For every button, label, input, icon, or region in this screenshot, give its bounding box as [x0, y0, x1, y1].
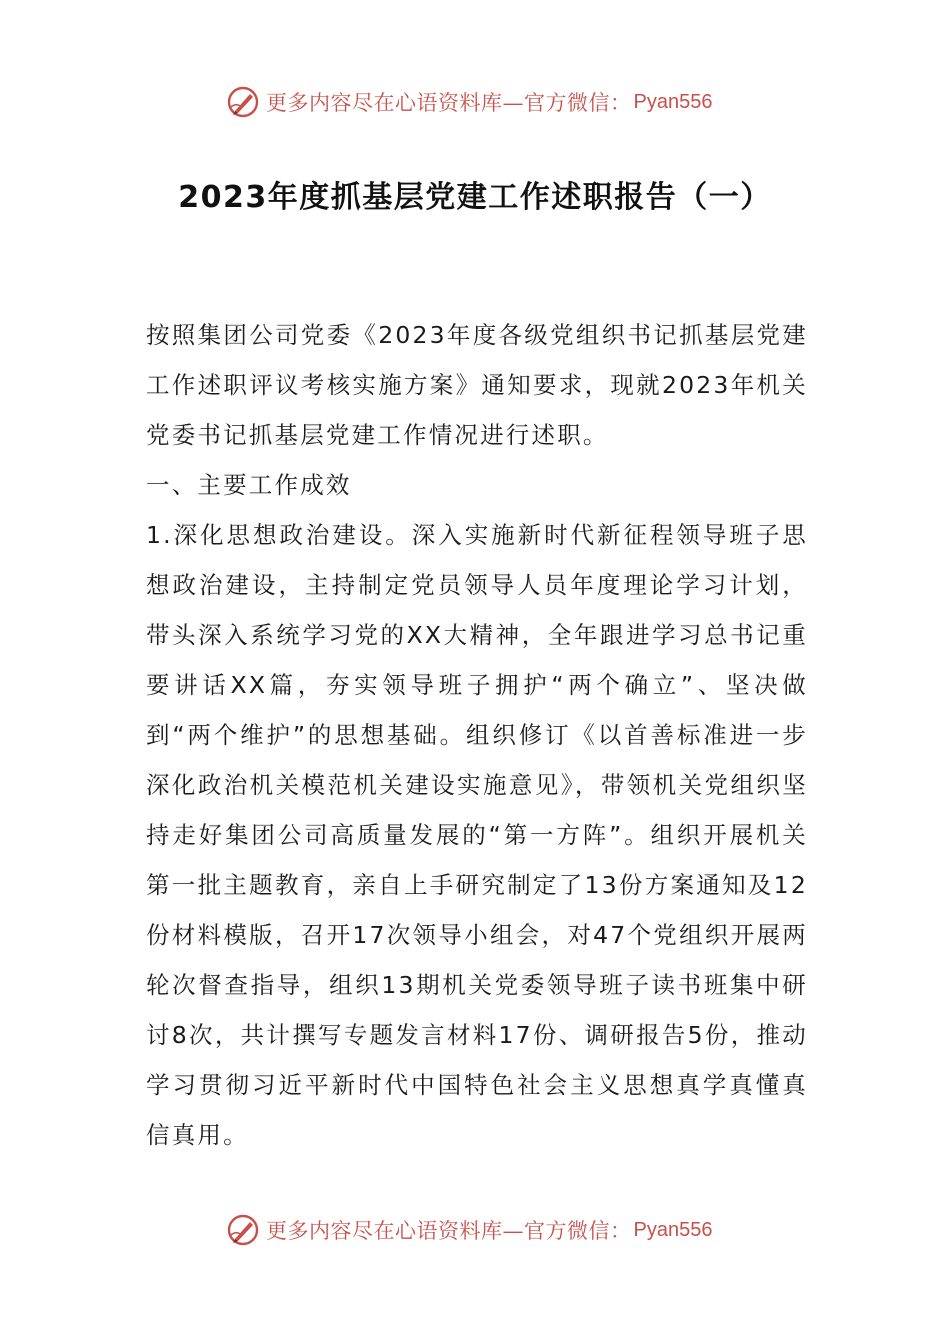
pen-logo-icon [226, 85, 260, 119]
header-watermark [226, 84, 712, 120]
footer-watermark [226, 1212, 712, 1248]
document-body [146, 310, 808, 1160]
section-heading: 一、主要工作成效 [146, 471, 352, 499]
watermark-wechat-id: Pyan556 [633, 1218, 713, 1241]
watermark-text: 更多内容尽在心语资料库—官方微信： [266, 1219, 632, 1243]
document-title: 2023年度抓基层党建工作述职报告（一） [178, 180, 772, 215]
item-1-paragraph: 1.深化思想政治建设。深入实施新时代新征程领导班子思想政治建设，主持制定党员领导人员年度理论学习计划，带头深入系统学习党的XX大精神，全年跟进学习总书记重要讲话XX篇，夯实领导班子拥护“两个确立”、坚决做到“两个维护”的思想基础。组织修订《以首善标准进一步深化政治机关模范机关建设实施意见》，带领机关党组织坚持走好集团公司高质量发展的“第一方阵”。组织开展机关第一批主题教育，亲自上手研究制定了13份方案通知及12份材料模版，召开17次领导小组会，对47个党组织开展两轮次督查指导，组织13期机关党委领导班子读书班集中研讨8次，共计撰写专题发言材料17份、调研报告5份，推动学习贯彻习近平新时代中国特色社会主义思想真学真懂真信真用。 [146, 521, 808, 1149]
pen-logo-icon [226, 1213, 260, 1247]
intro-paragraph: 按照集团公司党委《2023年度各级党组织书记抓基层党建工作述职评议考核实施方案》通知要求，现就2023年机关党委书记抓基层党建工作情况进行述职。 [146, 321, 808, 449]
watermark-wechat-id: Pyan556 [633, 90, 713, 113]
watermark-text: 更多内容尽在心语资料库—官方微信： [266, 91, 632, 115]
